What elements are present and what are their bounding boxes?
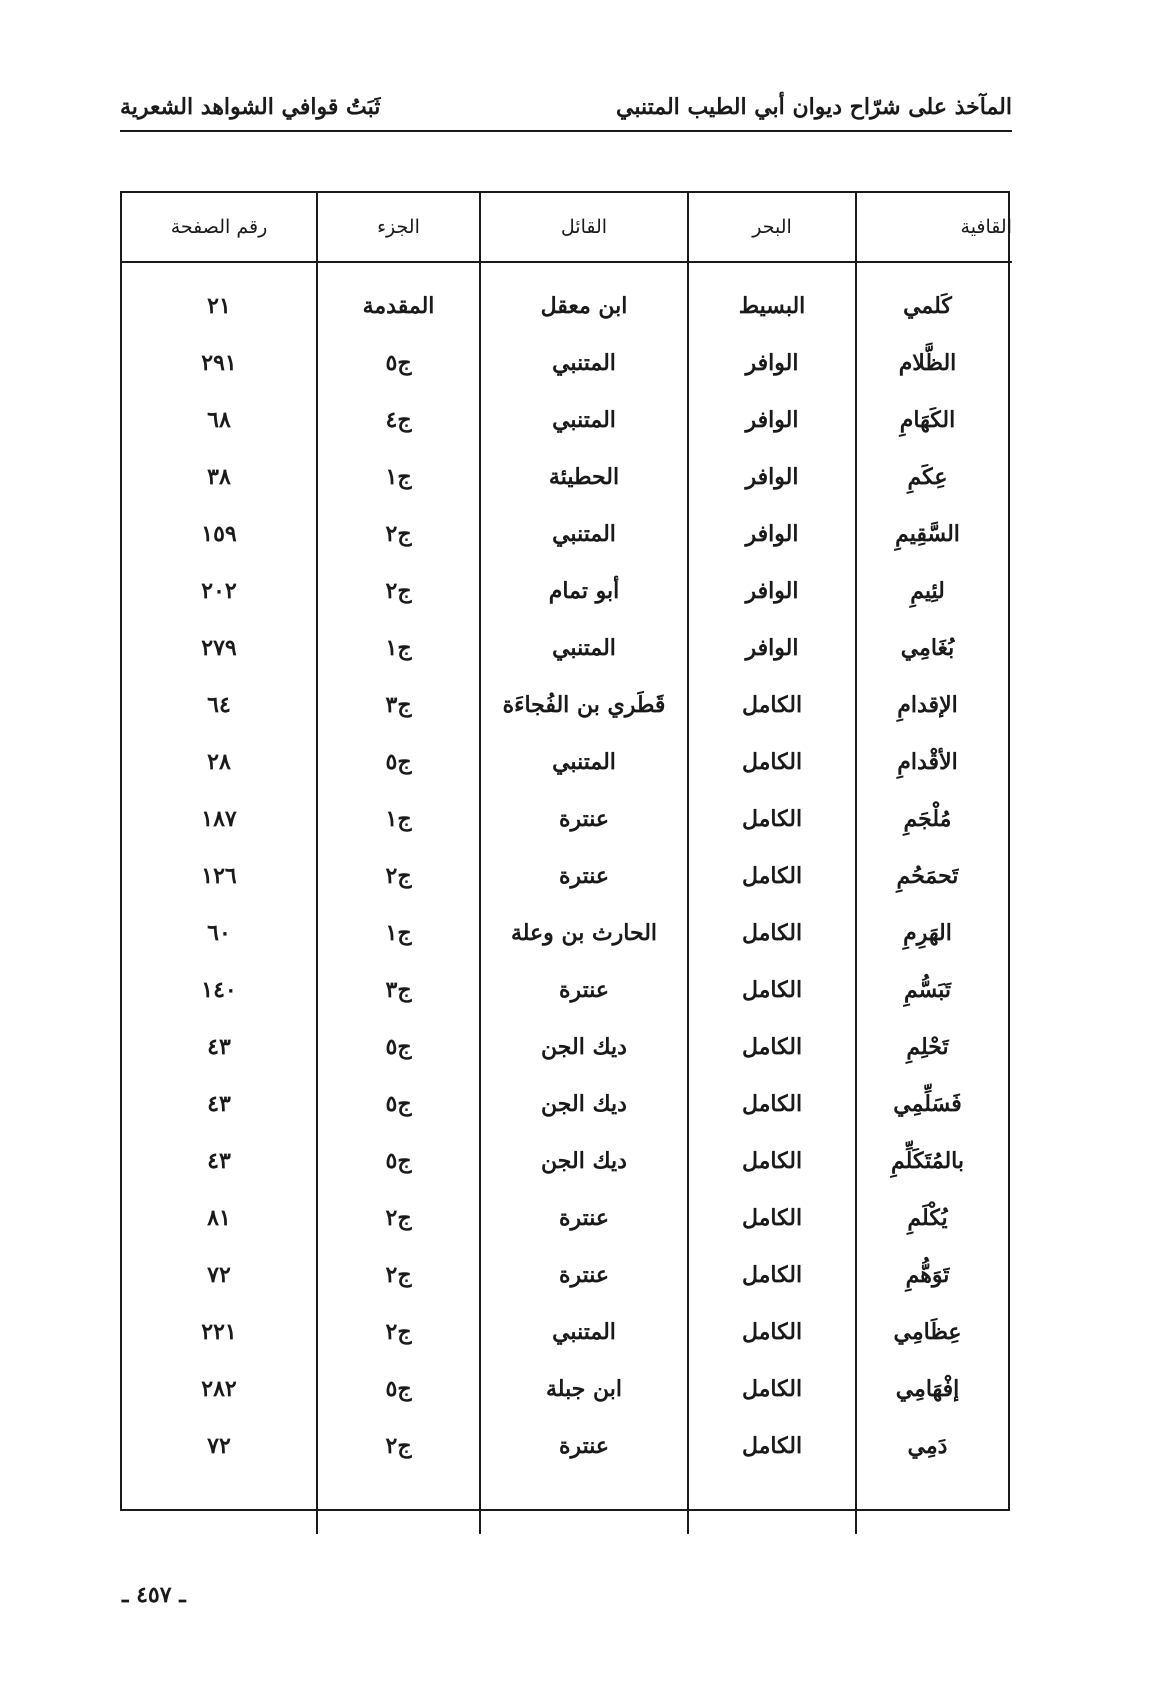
cell-volume: ج٥ xyxy=(317,1018,480,1075)
cell-volume: ج٢ xyxy=(317,562,480,619)
cell-meter: الوافر xyxy=(688,448,856,505)
cell-rhyme: يُكْلَمِ xyxy=(856,1189,1012,1246)
filler-cell xyxy=(317,1474,480,1534)
cell-page: ٧٢ xyxy=(207,1432,231,1459)
cell-poet: المتنبي xyxy=(480,334,688,391)
cell-volume: ج٥ xyxy=(317,1132,480,1189)
cell-meter: الكامل xyxy=(688,1246,856,1303)
filler-cell xyxy=(856,1474,1012,1534)
cell-rhyme: الظَّلام xyxy=(856,334,1012,391)
cell-meter: الوافر xyxy=(688,391,856,448)
cell-volume: ج٣ xyxy=(317,961,480,1018)
cell-page: ٢٨ xyxy=(207,748,231,775)
cell-page: ٢٠٢ xyxy=(201,577,237,604)
filler-cell xyxy=(122,1474,317,1534)
table-row xyxy=(122,505,1012,562)
cell-poet: المتنبي xyxy=(480,391,688,448)
table-row xyxy=(122,1417,1012,1474)
column-header-meter: البحر xyxy=(688,193,856,262)
cell-rhyme: دَمِي xyxy=(856,1417,1012,1474)
table-body xyxy=(122,262,1012,1534)
table-row xyxy=(122,619,1012,676)
cell-rhyme: تَبَسُّمِ xyxy=(856,961,1012,1018)
cell-page: ١٤٠ xyxy=(201,976,237,1003)
cell-poet: عنترة xyxy=(480,847,688,904)
cell-rhyme: عِكَمِ xyxy=(856,448,1012,505)
cell-rhyme: الإقدامِ xyxy=(856,676,1012,733)
table-row xyxy=(122,733,1012,790)
running-head xyxy=(120,84,1012,132)
table-row xyxy=(122,448,1012,505)
cell-meter: الكامل xyxy=(688,961,856,1018)
cell-poet: عنترة xyxy=(480,961,688,1018)
table-row xyxy=(122,1246,1012,1303)
cell-rhyme: لئِيمِ xyxy=(856,562,1012,619)
cell-page: ٢١ xyxy=(207,292,231,319)
cell-page: ٦٤ xyxy=(207,691,231,718)
cell-rhyme: مُلْجَمِ xyxy=(856,790,1012,847)
cell-page: ١٨٧ xyxy=(201,805,237,832)
cell-rhyme: إفْهَامِي xyxy=(856,1360,1012,1417)
cell-rhyme: الكَهَامِ xyxy=(856,391,1012,448)
cell-rhyme: الأقْدامِ xyxy=(856,733,1012,790)
cell-volume: ج٥ xyxy=(317,1360,480,1417)
cell-poet: عنترة xyxy=(480,1417,688,1474)
cell-rhyme: عِظَامِي xyxy=(856,1303,1012,1360)
cell-volume: ج٥ xyxy=(317,334,480,391)
table-filler-row xyxy=(122,1474,1012,1534)
cell-meter: الكامل xyxy=(688,1132,856,1189)
table-row xyxy=(122,262,1012,334)
table-row xyxy=(122,334,1012,391)
cell-meter: الكامل xyxy=(688,904,856,961)
cell-poet: ابن معقل xyxy=(480,262,688,334)
cell-meter: الكامل xyxy=(688,1417,856,1474)
cell-page: ٦٨ xyxy=(207,406,231,433)
cell-rhyme: فَسَلِّمِي xyxy=(856,1075,1012,1132)
column-header-volume: الجزء xyxy=(317,193,480,262)
table-row xyxy=(122,1303,1012,1360)
cell-meter: الكامل xyxy=(688,676,856,733)
table-row xyxy=(122,961,1012,1018)
cell-volume: ج٣ xyxy=(317,676,480,733)
cell-meter: الكامل xyxy=(688,1075,856,1132)
cell-meter: الكامل xyxy=(688,1360,856,1417)
cell-poet: ابن جبلة xyxy=(480,1360,688,1417)
cell-rhyme: بُغَامِي xyxy=(856,619,1012,676)
cell-volume: ج٢ xyxy=(317,1303,480,1360)
cell-volume: ج٢ xyxy=(317,1189,480,1246)
cell-page: ٧٢ xyxy=(207,1261,231,1288)
filler-cell xyxy=(480,1474,688,1534)
cell-page: ٣٨ xyxy=(207,463,231,490)
cell-poet: ديك الجن xyxy=(480,1075,688,1132)
cell-volume: ج٢ xyxy=(317,1417,480,1474)
cell-poet: المتنبي xyxy=(480,733,688,790)
cell-volume: ج١ xyxy=(317,619,480,676)
table-row xyxy=(122,676,1012,733)
cell-meter: الكامل xyxy=(688,1189,856,1246)
filler-cell xyxy=(688,1474,856,1534)
cell-volume: ج٢ xyxy=(317,1246,480,1303)
cell-volume: ج٥ xyxy=(317,1075,480,1132)
table-row xyxy=(122,1132,1012,1189)
cell-page: ٦٠ xyxy=(207,919,231,946)
cell-poet: المتنبي xyxy=(480,1303,688,1360)
column-header-poet: القائل xyxy=(480,193,688,262)
cell-page: ١٥٩ xyxy=(201,520,237,547)
column-header-page: رقم الصفحة xyxy=(122,193,317,262)
cell-page: ٨١ xyxy=(207,1204,231,1231)
cell-page: ٢٨٢ xyxy=(201,1375,237,1402)
cell-page: ٢٢١ xyxy=(201,1318,237,1345)
rhyme-index-table-frame xyxy=(120,191,1010,1511)
cell-meter: الكامل xyxy=(688,1303,856,1360)
cell-page: ٢٩١ xyxy=(201,349,237,376)
cell-rhyme: كَلمي xyxy=(856,262,1012,334)
cell-poet: أبو تمام xyxy=(480,562,688,619)
cell-poet: قَطَري بن الفُجاءَة xyxy=(480,676,688,733)
cell-volume: ج١ xyxy=(317,790,480,847)
cell-page: ٤٣ xyxy=(207,1090,231,1117)
cell-poet: الحارث بن وعلة xyxy=(480,904,688,961)
cell-poet: عنترة xyxy=(480,790,688,847)
cell-meter: الوافر xyxy=(688,334,856,391)
cell-poet: ديك الجن xyxy=(480,1132,688,1189)
page-number: ـ ٤٥٧ ـ xyxy=(122,1582,186,1608)
cell-poet: الحطيئة xyxy=(480,448,688,505)
cell-volume: المقدمة xyxy=(317,262,480,334)
cell-meter: الوافر xyxy=(688,505,856,562)
table-row xyxy=(122,847,1012,904)
table-row xyxy=(122,562,1012,619)
cell-rhyme: السَّقِيمِ xyxy=(856,505,1012,562)
cell-meter: الكامل xyxy=(688,847,856,904)
book-title: المآخذ على شرّاح ديوان أبي الطيب المتنبي xyxy=(616,94,1012,120)
cell-meter: الوافر xyxy=(688,619,856,676)
cell-volume: ج٤ xyxy=(317,391,480,448)
table-row xyxy=(122,1189,1012,1246)
cell-poet: المتنبي xyxy=(480,619,688,676)
cell-volume: ج١ xyxy=(317,904,480,961)
cell-page: ٤٣ xyxy=(207,1033,231,1060)
table-header-row xyxy=(122,193,1012,262)
table-row xyxy=(122,1075,1012,1132)
rhyme-index-table xyxy=(122,193,1012,1534)
cell-volume: ج٢ xyxy=(317,505,480,562)
table-row xyxy=(122,1360,1012,1417)
cell-volume: ج١ xyxy=(317,448,480,505)
cell-poet: عنترة xyxy=(480,1189,688,1246)
cell-rhyme: تَحْلِمِ xyxy=(856,1018,1012,1075)
cell-meter: البسيط xyxy=(688,262,856,334)
cell-volume: ج٥ xyxy=(317,733,480,790)
cell-meter: الكامل xyxy=(688,1018,856,1075)
cell-volume: ج٢ xyxy=(317,847,480,904)
cell-meter: الوافر xyxy=(688,562,856,619)
cell-page: ٤٣ xyxy=(207,1147,231,1174)
cell-rhyme: بالمُتَكَلِّمِ xyxy=(856,1132,1012,1189)
column-header-rhyme: القافية xyxy=(856,193,1012,262)
table-row xyxy=(122,1018,1012,1075)
cell-poet: المتنبي xyxy=(480,505,688,562)
cell-page: ١٢٦ xyxy=(201,862,237,889)
cell-poet: عنترة xyxy=(480,1246,688,1303)
cell-rhyme: تَحمَحُمِ xyxy=(856,847,1012,904)
table-row xyxy=(122,790,1012,847)
cell-meter: الكامل xyxy=(688,733,856,790)
cell-rhyme: تَوَهُّمِ xyxy=(856,1246,1012,1303)
cell-meter: الكامل xyxy=(688,790,856,847)
table-row xyxy=(122,904,1012,961)
table-row xyxy=(122,391,1012,448)
cell-rhyme: الهَرِمِ xyxy=(856,904,1012,961)
cell-page: ٢٧٩ xyxy=(201,634,237,661)
cell-poet: ديك الجن xyxy=(480,1018,688,1075)
section-title: ثَبَتُ قوافي الشواهد الشعرية xyxy=(120,94,381,120)
